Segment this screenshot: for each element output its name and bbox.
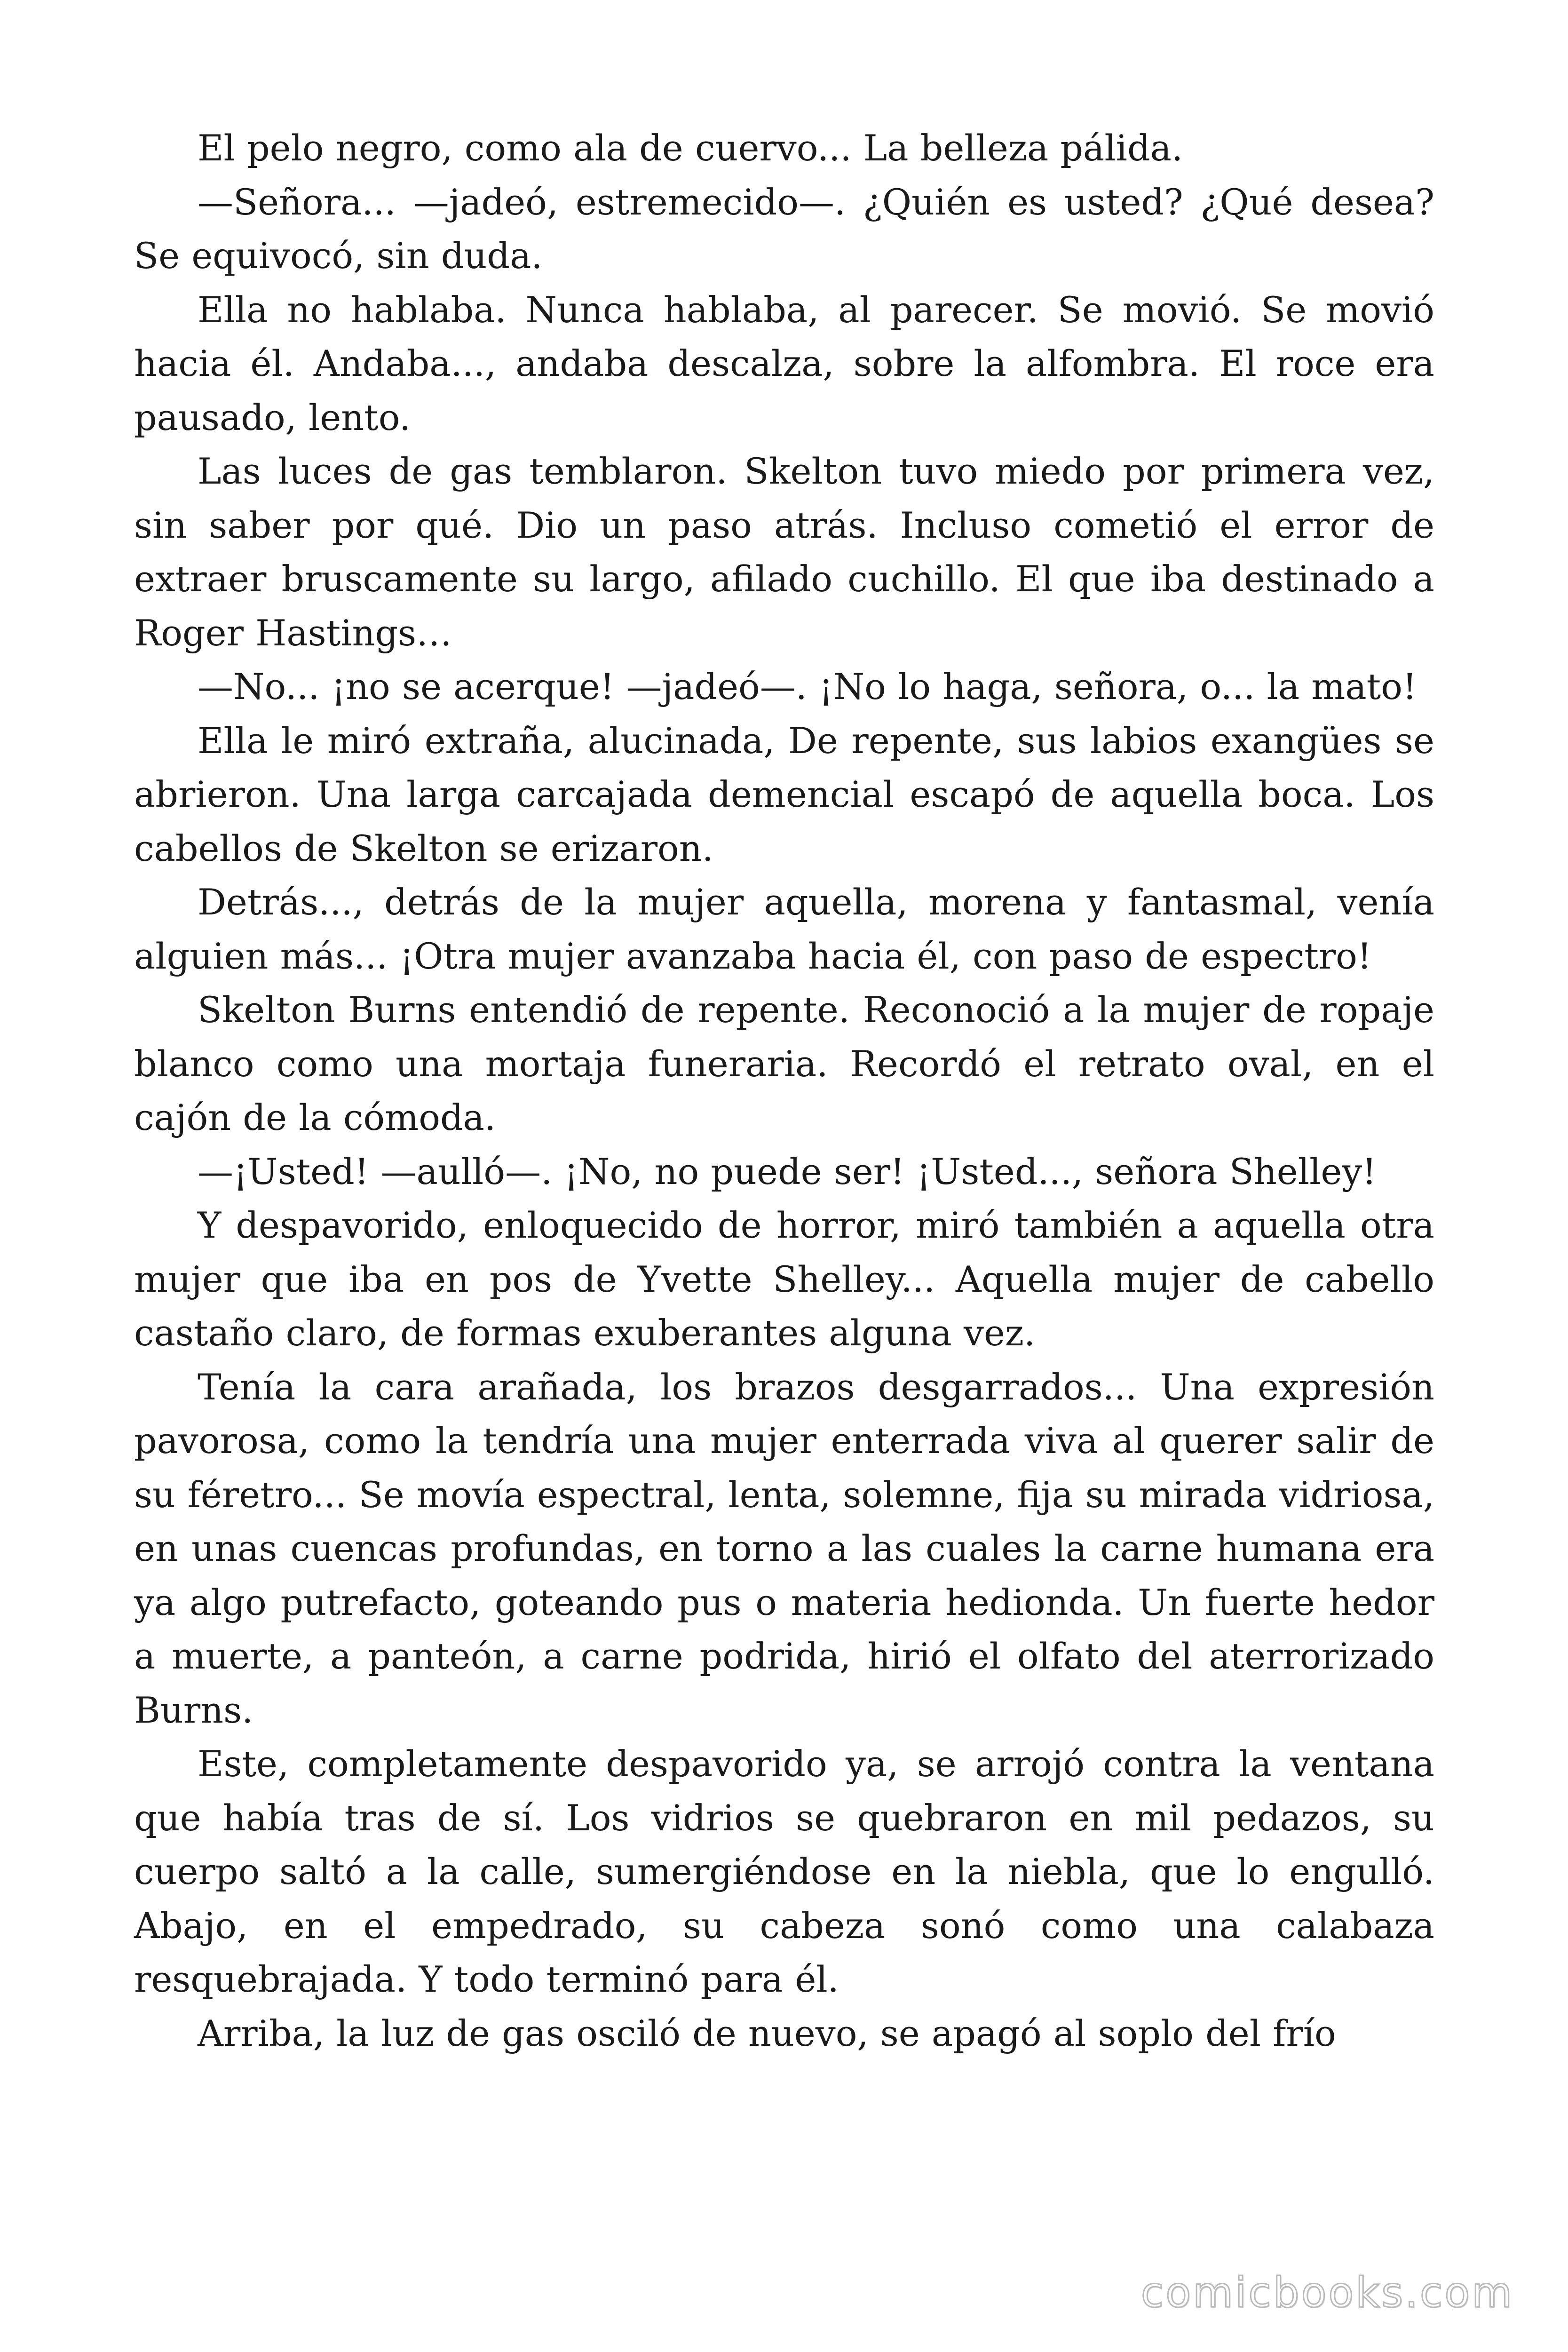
paragraph: Arriba, la luz de gas osciló de nuevo, se apagó al soplo del frío <box>198 2012 1336 2054</box>
paragraph: Ella no hablaba. Nunca hablaba, al parecer. Se movió. Se movió hacia él. Andaba..., andaba descalza, sobre la alfombra. El roce era pausado, lento. <box>134 288 1434 438</box>
page-body <box>134 121 1434 2060</box>
watermark: comicbooks.com <box>1140 2268 1514 2317</box>
paragraph: Detrás..., detrás de la mujer aquella, morena y fantasmal, venía alguien más... ¡Otra mujer avanzaba hacia él, con paso de espectro! <box>134 881 1434 977</box>
paragraph: Este, completamente despavorido ya, se arrojó contra la ventana que había tras de sí. Los vidrios se quebraron en mil pedazos, su cuerpo saltó a la calle, sumergiéndose en la niebla, que lo engulló. Abajo, en el empedrado, su cabeza sonó como una calabaza resquebrajada. Y todo terminó para él. <box>134 1743 1434 2000</box>
paragraph: El pelo negro, como ala de cuervo... La belleza pálida. <box>198 127 1183 169</box>
paragraph: —¡Usted! —aulló—. ¡No, no puede ser! ¡Usted..., señora Shelley! <box>198 1150 1377 1192</box>
paragraph: Skelton Burns entendió de repente. Reconoció a la mujer de ropaje blanco como una mortaja funeraria. Recordó el retrato oval, en el cajón de la cómoda. <box>134 989 1434 1138</box>
paragraph: Ella le miró extraña, alucinada, De repente, sus labios exangües se abrieron. Una larga carcajada demencial escapó de aquella boca. Los cabellos de Skelton se erizaron. <box>134 719 1434 869</box>
paragraph: Tenía la cara arañada, los brazos desgarrados... Una expresión pavorosa, como la tendría una mujer enterrada viva al querer salir de su féretro... Se movía espectral, lenta, solemne, fija su mirada vidriosa, en unas cuencas profundas, en torno a las cuales la carne humana era ya algo putrefacto, goteando pus o materia hedionda. Un fuerte hedor a muerte, a panteón, a carne podrida, hirió el olfato del aterrorizado Burns. <box>134 1366 1434 1731</box>
paragraph: —Señora... —jadeó, estremecido—. ¿Quién es usted? ¿Qué desea? Se equivocó, sin duda. <box>134 181 1434 277</box>
paragraph: Y despavorido, enloquecido de horror, miró también a aquella otra mujer que iba en pos de Yvette Shelley... Aquella mujer de cabello castaño claro, de formas exuberantes alguna vez. <box>134 1204 1434 1354</box>
paragraph: Las luces de gas temblaron. Skelton tuvo miedo por primera vez, sin saber por qué. Dio un paso atrás. Incluso cometió el error de extraer bruscamente su largo, afilado cuchillo. El que iba destinado a Roger Hastings… <box>134 450 1434 654</box>
paragraph: —No... ¡no se acerque! —jadeó—. ¡No lo haga, señora, o... la mato! <box>198 666 1417 707</box>
